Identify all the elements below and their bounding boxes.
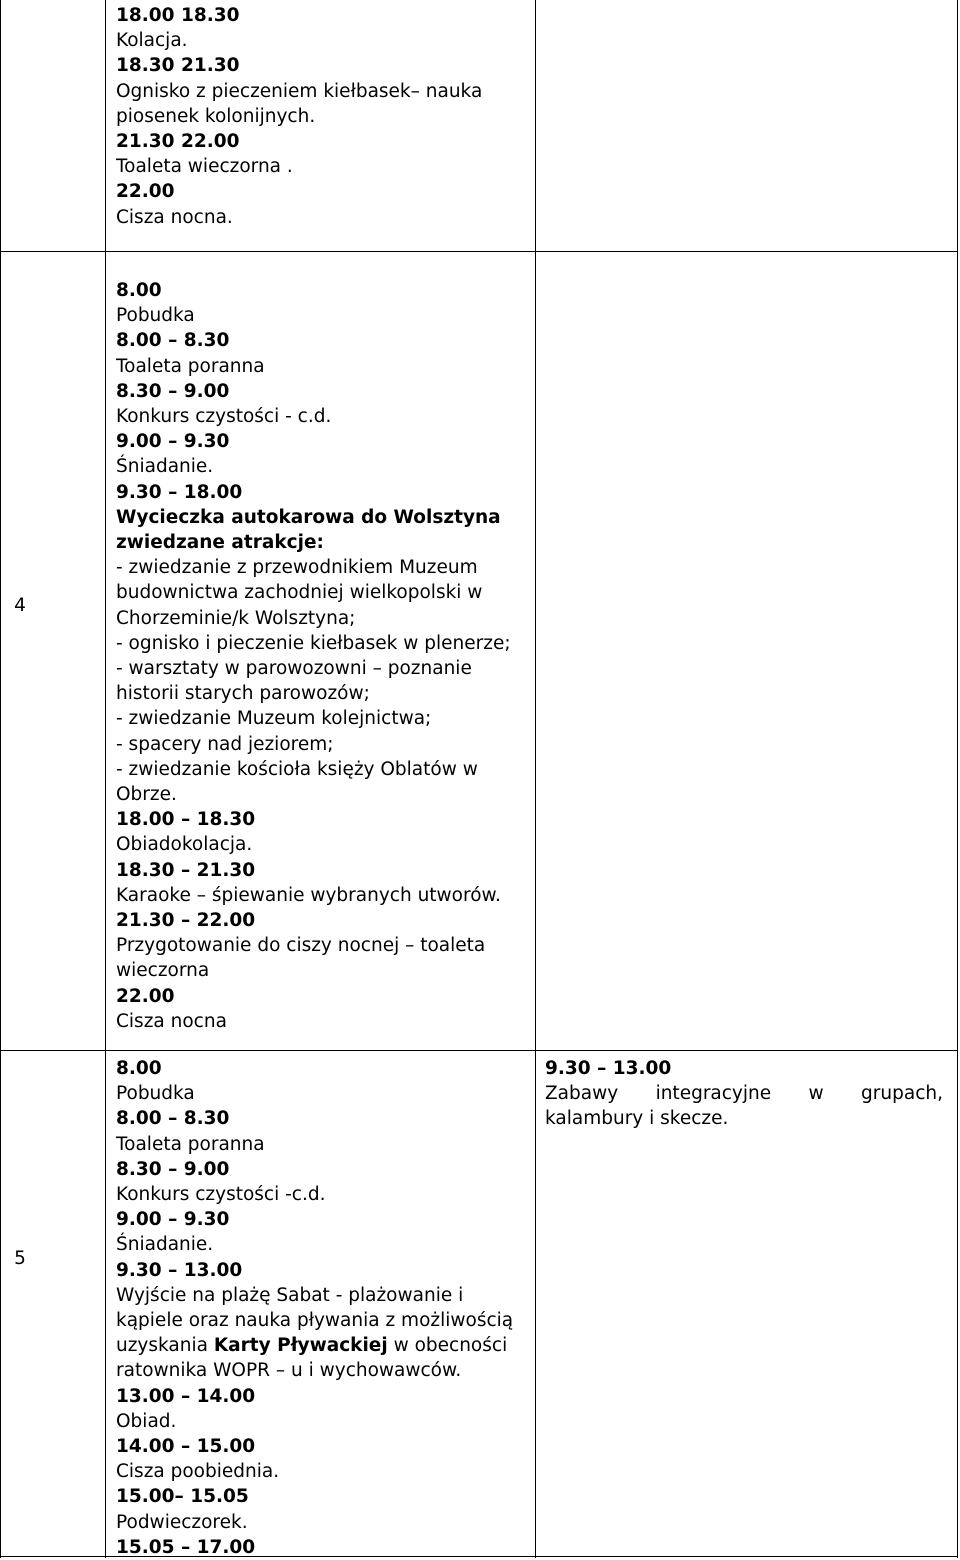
schedule-time: 8.00 <box>116 280 162 301</box>
schedule-time: 8.00 – 8.30 <box>116 1108 230 1130</box>
schedule-line: Wyjście na plażę Sabat - plażowanie i <box>116 1284 464 1306</box>
schedule-line: - zwiedzanie z przewodnikiem Muzeum <box>116 557 478 579</box>
schedule-time: 22.00 <box>116 181 175 203</box>
schedule-line: Ognisko z pieczeniem kiełbasek– nauka <box>116 80 483 102</box>
schedule-line: Kolacja. <box>116 30 188 52</box>
schedule-line: Przygotowanie do ciszy nocnej – toaleta <box>116 935 486 957</box>
schedule-line: kalambury i skecze. <box>545 1108 729 1130</box>
row-5-schedule <box>116 1056 526 1560</box>
schedule-line: Śniadanie. <box>116 1234 214 1256</box>
schedule-line: Pobudka <box>116 305 195 327</box>
schedule-time: 14.00 – 15.00 <box>116 1436 256 1458</box>
schedule-time: 18.30 – 21.30 <box>116 859 256 881</box>
schedule-line: Obiad. <box>116 1410 177 1432</box>
table-divider-2 <box>535 0 536 1558</box>
schedule-time: 18.30 21.30 <box>116 55 240 77</box>
schedule-time: 9.30 – 13.00 <box>545 1058 672 1079</box>
row-separator-1 <box>0 251 958 252</box>
schedule-time: 18.00 18.30 <box>116 5 240 26</box>
schedule-line: uzyskania Karty Pływackiej w obecności <box>116 1335 508 1357</box>
table-border-right <box>957 0 958 1558</box>
schedule-line: - zwiedzanie Muzeum kolejnictwa; <box>116 708 432 730</box>
schedule-line: Chorzeminie/k Wolsztyna; <box>116 607 356 629</box>
schedule-time: 15.05 – 17.00 <box>116 1536 256 1558</box>
schedule-time: 9.00 – 9.30 <box>116 431 230 453</box>
row-4-schedule <box>116 278 526 1034</box>
schedule-line: Obiadokolacja. <box>116 834 253 856</box>
schedule-time: 9.00 – 9.30 <box>116 1209 230 1231</box>
schedule-line: Toaleta poranna <box>116 355 265 377</box>
schedule-line: piosenek kolonijnych. <box>116 105 316 127</box>
schedule-line: wieczorna <box>116 960 210 982</box>
schedule-time: 18.00 – 18.30 <box>116 809 256 831</box>
schedule-time: 9.30 – 18.00 <box>116 481 243 503</box>
schedule-line: ratownika WOPR – u i wychowawców. <box>116 1360 462 1382</box>
schedule-line: - zwiedzanie kościoła księży Oblatów w <box>116 758 478 780</box>
schedule-line: - warsztaty w parowozowni – poznanie <box>116 658 472 680</box>
schedule-time: 22.00 <box>116 985 175 1007</box>
schedule-line: Cisza poobiednia. <box>116 1461 280 1483</box>
schedule-time: 21.30 – 22.00 <box>116 910 256 932</box>
schedule-time: 8.30 – 9.00 <box>116 380 230 402</box>
schedule-line: historii starych parowozów; <box>116 683 370 705</box>
table-divider-1 <box>105 0 106 1558</box>
schedule-time: 9.30 – 13.00 <box>116 1259 243 1281</box>
schedule-line: - spacery nad jeziorem; <box>116 733 334 755</box>
schedule-line: Toaleta poranna <box>116 1133 265 1155</box>
schedule-line: Cisza nocna <box>116 1010 227 1032</box>
schedule-time: 8.30 – 9.00 <box>116 1158 230 1180</box>
day-number-5: 5 <box>14 1248 26 1269</box>
schedule-time: 13.00 – 14.00 <box>116 1385 256 1407</box>
schedule-line: Zabawy integracyjne w grupach, <box>545 1083 943 1105</box>
schedule-time: 8.00 <box>116 1058 162 1079</box>
schedule-time: 8.00 – 8.30 <box>116 330 230 352</box>
row-separator-2 <box>0 1050 958 1051</box>
schedule-line: Toaleta wieczorna . <box>116 156 293 178</box>
schedule-line: Podwieczorek. <box>116 1511 248 1533</box>
schedule-line: Karaoke – śpiewanie wybranych utworów. <box>116 884 501 906</box>
schedule-line: kąpiele oraz nauka pływania z możliwością <box>116 1310 514 1332</box>
schedule-time: 21.30 22.00 <box>116 131 240 153</box>
schedule-line: budownictwa zachodniej wielkopolski w <box>116 582 483 604</box>
schedule-line: Konkurs czystości - c.d. <box>116 406 332 428</box>
schedule-line: Śniadanie. <box>116 456 214 478</box>
day-number-4: 4 <box>14 595 26 616</box>
row-5-extra-activity <box>545 1056 943 1132</box>
schedule-line: - ognisko i pieczenie kiełbasek w plenerze; <box>116 632 511 654</box>
schedule-time: zwiedzane atrakcje: <box>116 532 324 554</box>
schedule-line: Obrze. <box>116 784 177 806</box>
row-1-schedule <box>116 3 516 230</box>
schedule-time: 15.00– 15.05 <box>116 1486 249 1508</box>
table-border-left <box>0 0 1 1558</box>
schedule-line: Konkurs czystości -c.d. <box>116 1184 326 1206</box>
schedule-line: Cisza nocna. <box>116 206 233 228</box>
schedule-time: Wycieczka autokarowa do Wolsztyna <box>116 506 501 528</box>
schedule-line: Pobudka <box>116 1083 195 1105</box>
